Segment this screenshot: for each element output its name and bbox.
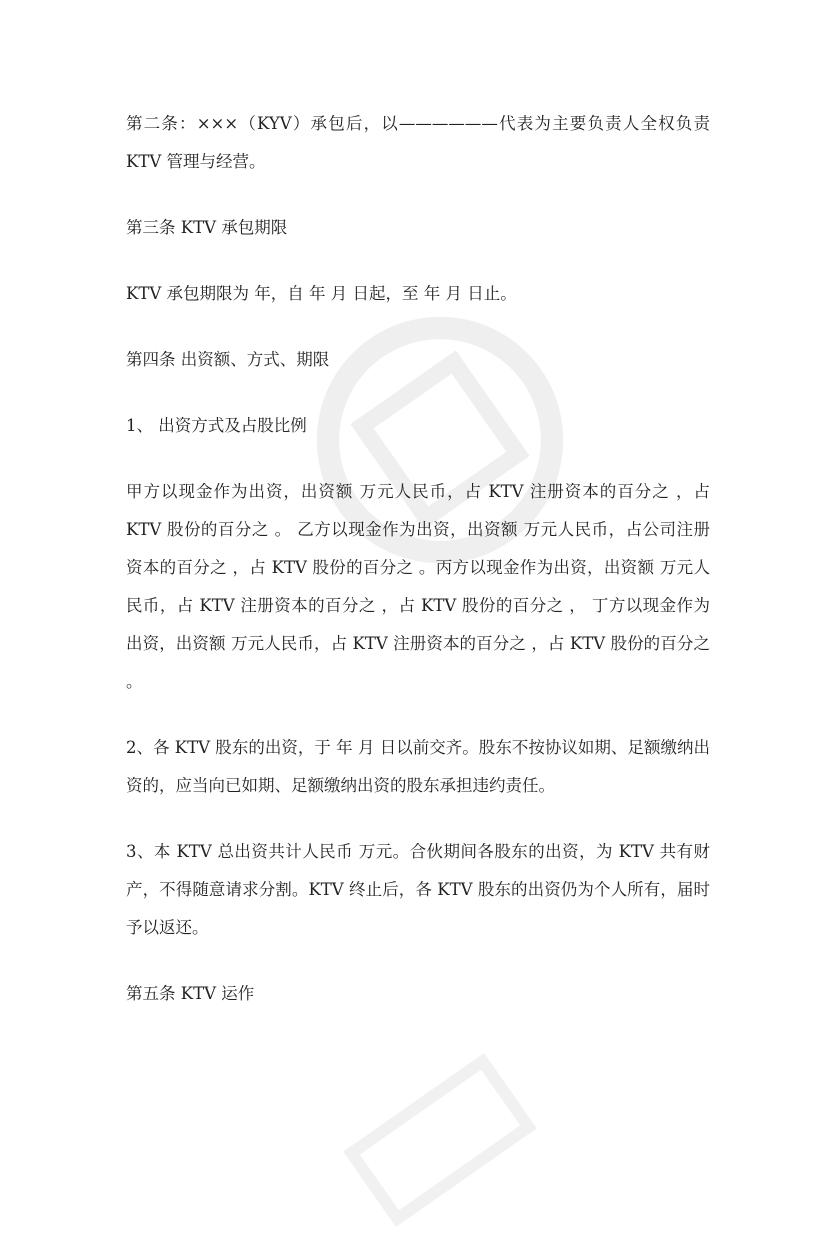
watermark-logo-bottom xyxy=(315,1028,564,1252)
section-1-heading: 1、 出资方式及占股比例 xyxy=(126,416,307,435)
article-3-heading: 第三条 KTV 承包期限 xyxy=(126,218,288,237)
section-2-text: 2、各 KTV 股东的出资，于 年 月 日以前交齐。股东不按协议如期、足额缴纳出资的，应当向已如期、足额缴纳出资的股东承担违约责任。 xyxy=(126,738,710,795)
capital-contribution-text: 甲方以现金作为出资，出资额 万元人民币，占 KTV 注册资本的百分之 ，占 KTV 股份的百分之 。 乙方以现金作为出资，出资额 万元人民币，占公司注册资本的百分之 ，占 KTV 股份的百分之 。丙方以现金作为出资，出资额 万元人民币，占 KTV 注册资本的百分之 ，占 KTV 股份的百分之 ， 丁方以现金作为出资，出资额 万元人民币，占 KTV 注册资本的百分之 ，占 KTV 股份的百分之 。 xyxy=(126,482,710,691)
article-2-text: 第二条：×××（KYV）承包后，以——————代表为主要负责人全权负责 KTV 管理与经营。 xyxy=(126,114,710,171)
document-body xyxy=(126,105,710,1041)
article-5-heading: 第五条 KTV 运作 xyxy=(126,984,255,1003)
section-3-text: 3、本 KTV 总出资共计人民币 万元。合伙期间各股东的出资，为 KTV 共有财产，不得随意请求分割。KTV 终止后，各 KTV 股东的出资仍为个人所有，届时予以返还。 xyxy=(126,842,710,937)
article-4-heading: 第四条 出资额、方式、期限 xyxy=(126,350,330,369)
contract-term-text: KTV 承包期限为 年，自 年 月 日起，至 年 月 日止。 xyxy=(126,284,517,303)
